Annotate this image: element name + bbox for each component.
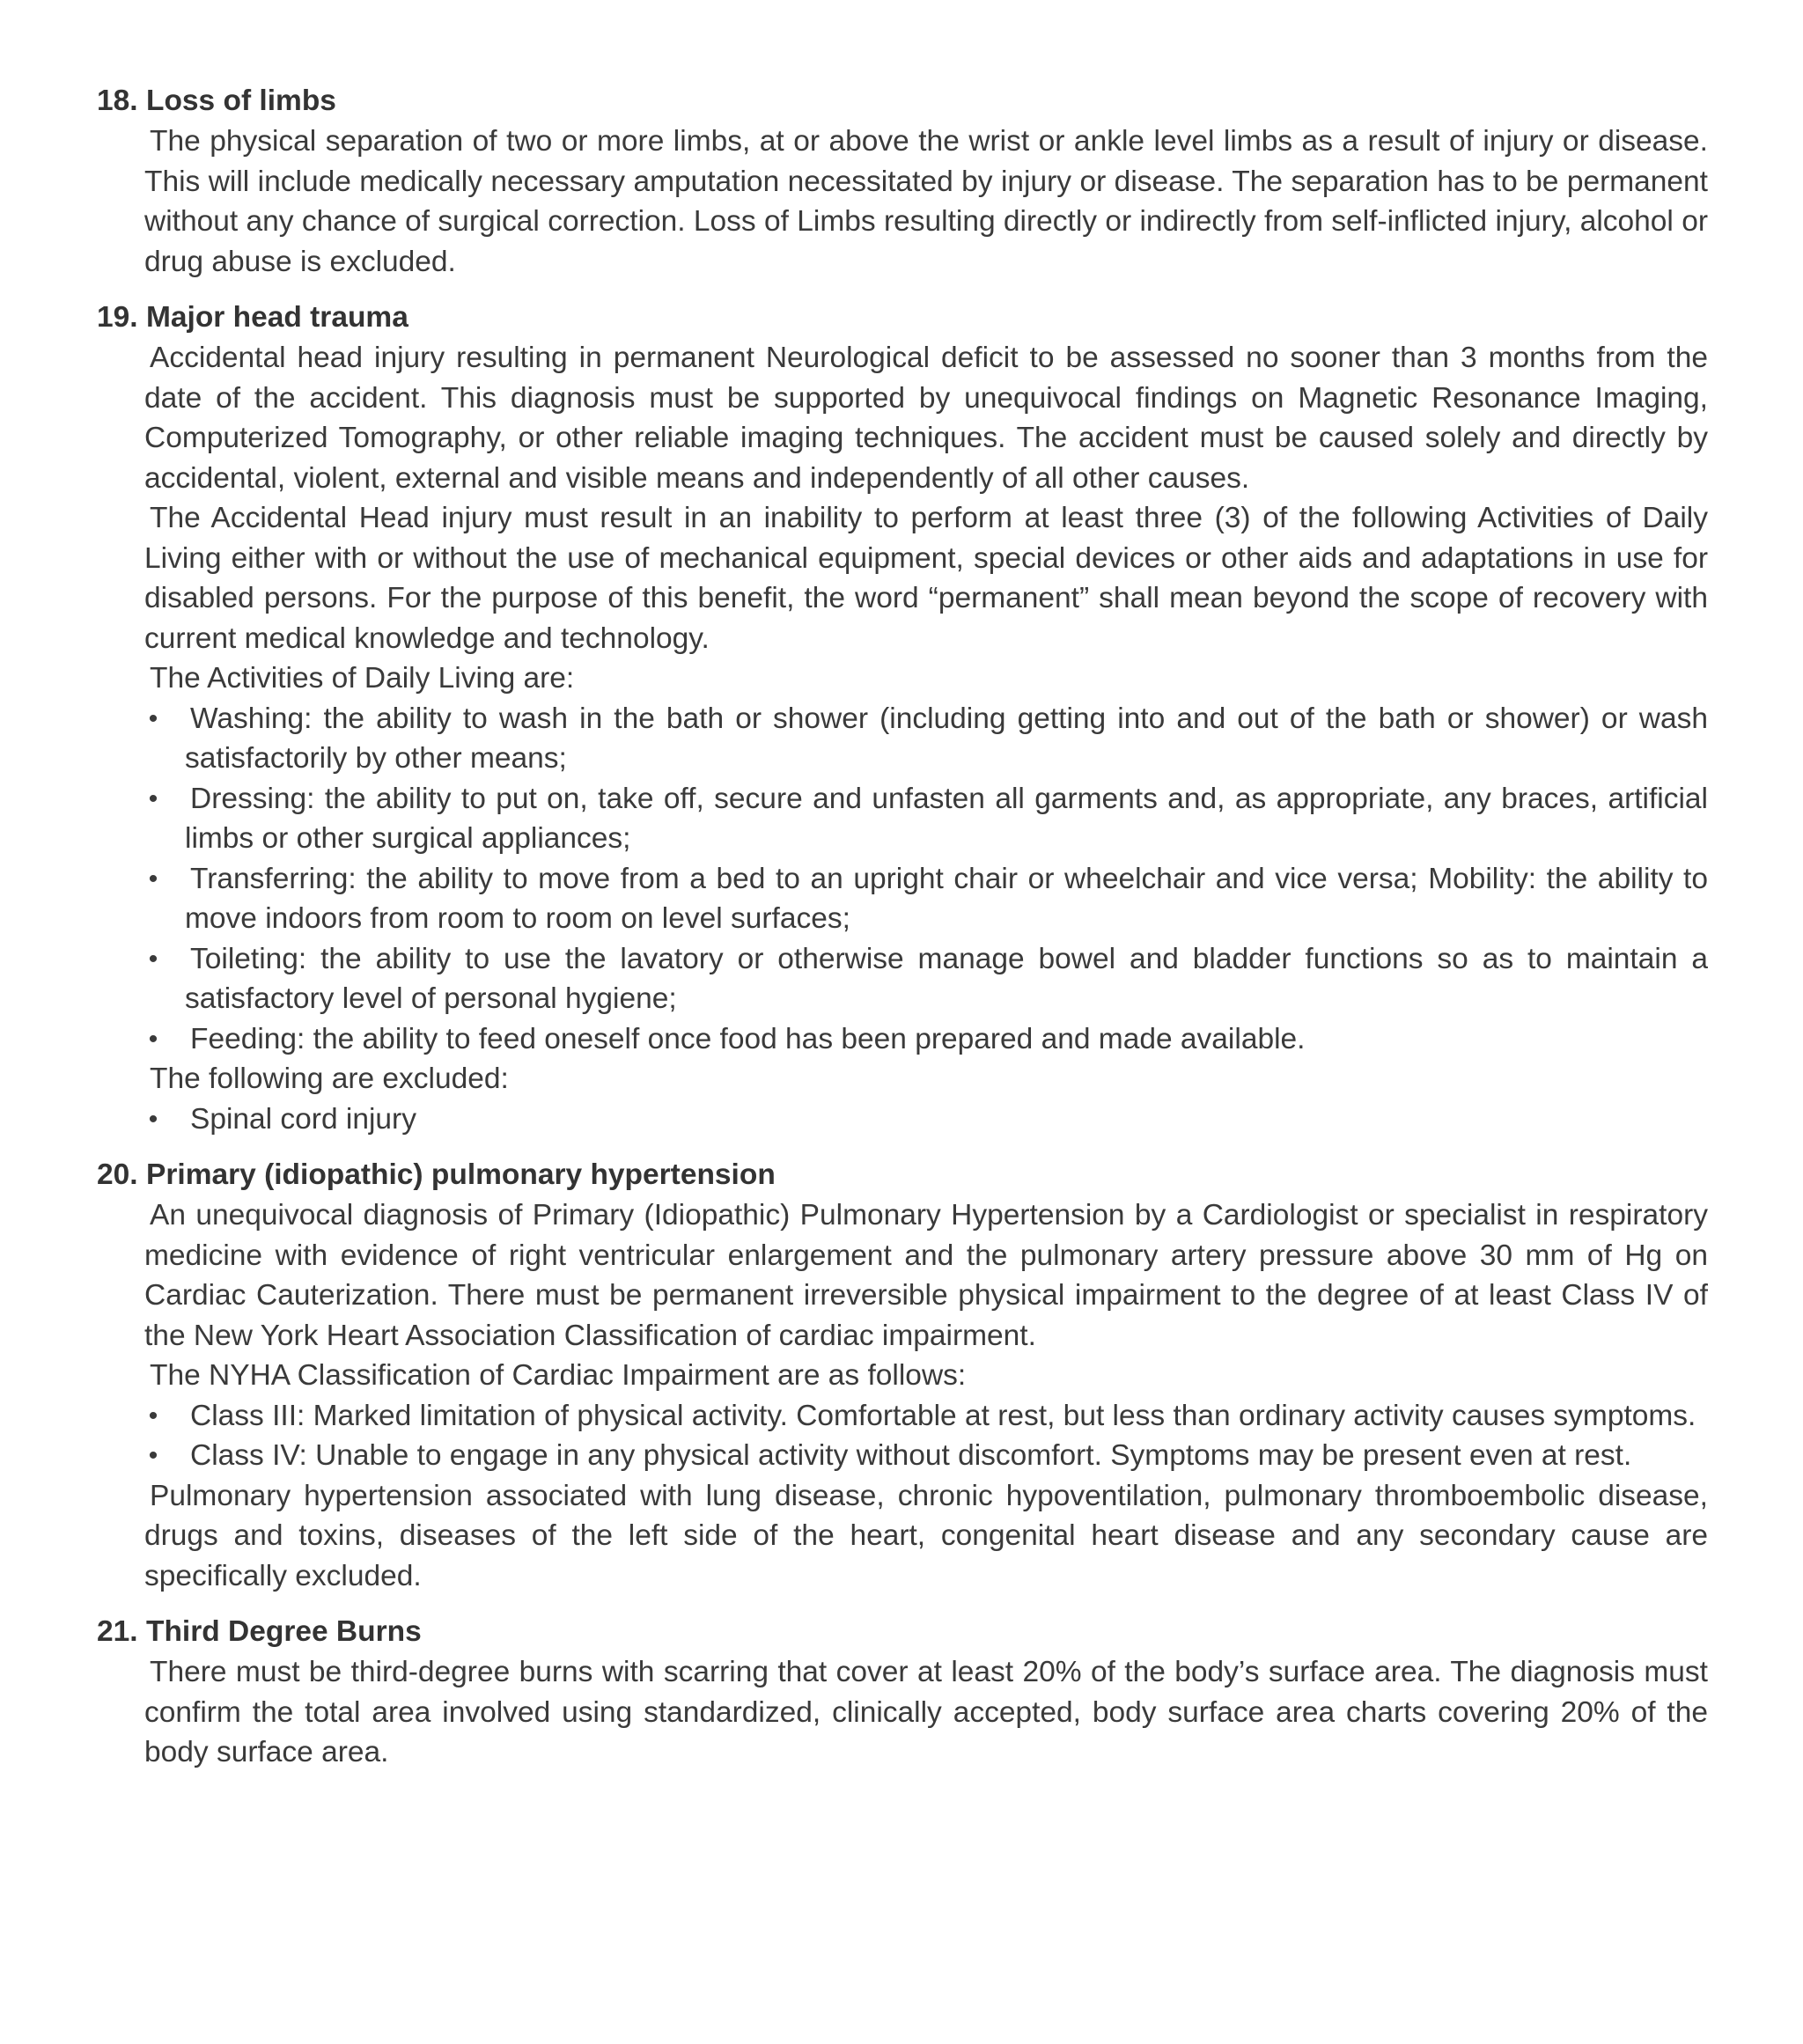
section-title: Loss of limbs [146, 85, 336, 117]
nyha-class-list [144, 1396, 1708, 1476]
paragraph: Pulmonary hypertension associated with lung disease, chronic hypoventilation, pulmonary thromboembolic disease, drugs and toxins, diseases of the left side of the heart, congenital heart disease and any secondary cause are specifically excluded. [144, 1479, 1708, 1592]
bullet-icon: • [148, 1104, 158, 1134]
list-item [144, 779, 1708, 859]
list-intro: The Activities of Daily Living are: [150, 662, 575, 695]
bullet-icon: • [148, 783, 158, 813]
list-intro: The NYHA Classification of Cardiac Impairment are as follows: [150, 1359, 967, 1392]
paragraph: The physical separation of two or more limbs, at or above the wrist or ankle level limbs as a result of injury or disease. This will include medically necessary amputation necessitated by injury or disease. The separation has to be permanent without any chance of surgical correction. Loss of Limbs resulting directly or indirectly from self-inflicted injury, alcohol or drug abuse is excluded. [144, 125, 1708, 278]
bullet-icon: • [148, 1441, 158, 1470]
section-heading [97, 298, 1708, 338]
section-number: 20. [97, 1158, 138, 1191]
excluded-list [144, 1099, 1708, 1140]
section-number: 19. [97, 301, 138, 334]
section-title: Primary (idiopathic) pulmonary hypertension [146, 1158, 776, 1191]
list-item [144, 1019, 1708, 1060]
bullet-icon: • [148, 1024, 158, 1054]
section-title: Major head trauma [146, 301, 408, 334]
list-item-text: Toileting: the ability to use the lavatory or otherwise manage bowel and bladder functions so as to maintain a satisfactory level of personal hygiene; [185, 942, 1708, 1015]
document-page [97, 81, 1708, 1789]
list-item [144, 1436, 1708, 1476]
bullet-icon: • [148, 1401, 158, 1430]
list-item [144, 699, 1708, 779]
section-number: 18. [97, 85, 138, 117]
list-item [144, 859, 1708, 939]
section-third-degree-burns [97, 1612, 1708, 1773]
list-item-text: Feeding: the ability to feed oneself once food has been prepared and made available. [190, 1022, 1306, 1055]
bullet-icon: • [148, 703, 158, 733]
section-loss-of-limbs [97, 81, 1708, 282]
list-item-text: Class III: Marked limitation of physical activity. Comfortable at rest, but less than ordinary activity causes symptoms. [190, 1399, 1696, 1432]
section-heading [97, 1612, 1708, 1652]
list-item-text: Spinal cord injury [190, 1102, 416, 1136]
list-item [144, 1099, 1708, 1140]
section-pulmonary-hypertension [97, 1155, 1708, 1596]
bullet-icon: • [148, 944, 158, 974]
excluded-intro: The following are excluded: [150, 1062, 509, 1095]
list-item-text: Dressing: the ability to put on, take off, secure and unfasten all garments and, as appropriate, any braces, artificial limbs or other surgical appliances; [185, 782, 1708, 855]
section-number: 21. [97, 1615, 138, 1648]
section-heading [97, 81, 1708, 121]
list-item-text: Class IV: Unable to engage in any physical activity without discomfort. Symptoms may be present even at rest. [190, 1439, 1632, 1472]
paragraph: There must be third-degree burns with scarring that cover at least 20% of the body’s surface area. The diagnosis must confirm the total area involved using standardized, clinically accepted, body surface area charts covering 20% of the body surface area. [144, 1656, 1708, 1768]
section-major-head-trauma [97, 298, 1708, 1139]
list-item [144, 939, 1708, 1019]
section-title: Third Degree Burns [146, 1615, 422, 1648]
list-item-text: Transferring: the ability to move from a bed to an upright chair or wheelchair and vice versa; Mobility: the ability to move indoors from room to room on level surfaces; [185, 862, 1708, 935]
list-item-text: Washing: the ability to wash in the bath or shower (including getting into and out of the bath or shower) or wash satisfactorily by other means; [185, 702, 1708, 775]
bullet-icon: • [148, 864, 158, 893]
paragraph: The Accidental Head injury must result in an inability to perform at least three (3) of the following Activities of Daily Living either with or without the use of mechanical equipment, special devices or other aids and adaptations in use for disabled persons. For the purpose of this benefit, the word “permanent” shall mean beyond the scope of recovery with current medical knowledge and technology. [144, 502, 1708, 655]
paragraph: An unequivocal diagnosis of Primary (Idiopathic) Pulmonary Hypertension by a Cardiologist or specialist in respiratory medicine with evidence of right ventricular enlargement and the pulmonary artery pressure above 30 mm of Hg on Cardiac Cauterization. There must be permanent irreversible physical impairment to the degree of at least Class IV of the New York Heart Association Classification of cardiac impairment. [144, 1199, 1708, 1352]
paragraph: Accidental head injury resulting in permanent Neurological deficit to be assessed no sooner than 3 months from the date of the accident. This diagnosis must be supported by unequivocal findings on Magnetic Resonance Imaging, Computerized Tomography, or other reliable imaging techniques. The accident must be caused solely and directly by accidental, violent, external and visible means and independently of all other causes. [144, 342, 1708, 495]
list-item [144, 1396, 1708, 1437]
section-heading [97, 1155, 1708, 1195]
adl-list [144, 699, 1708, 1060]
